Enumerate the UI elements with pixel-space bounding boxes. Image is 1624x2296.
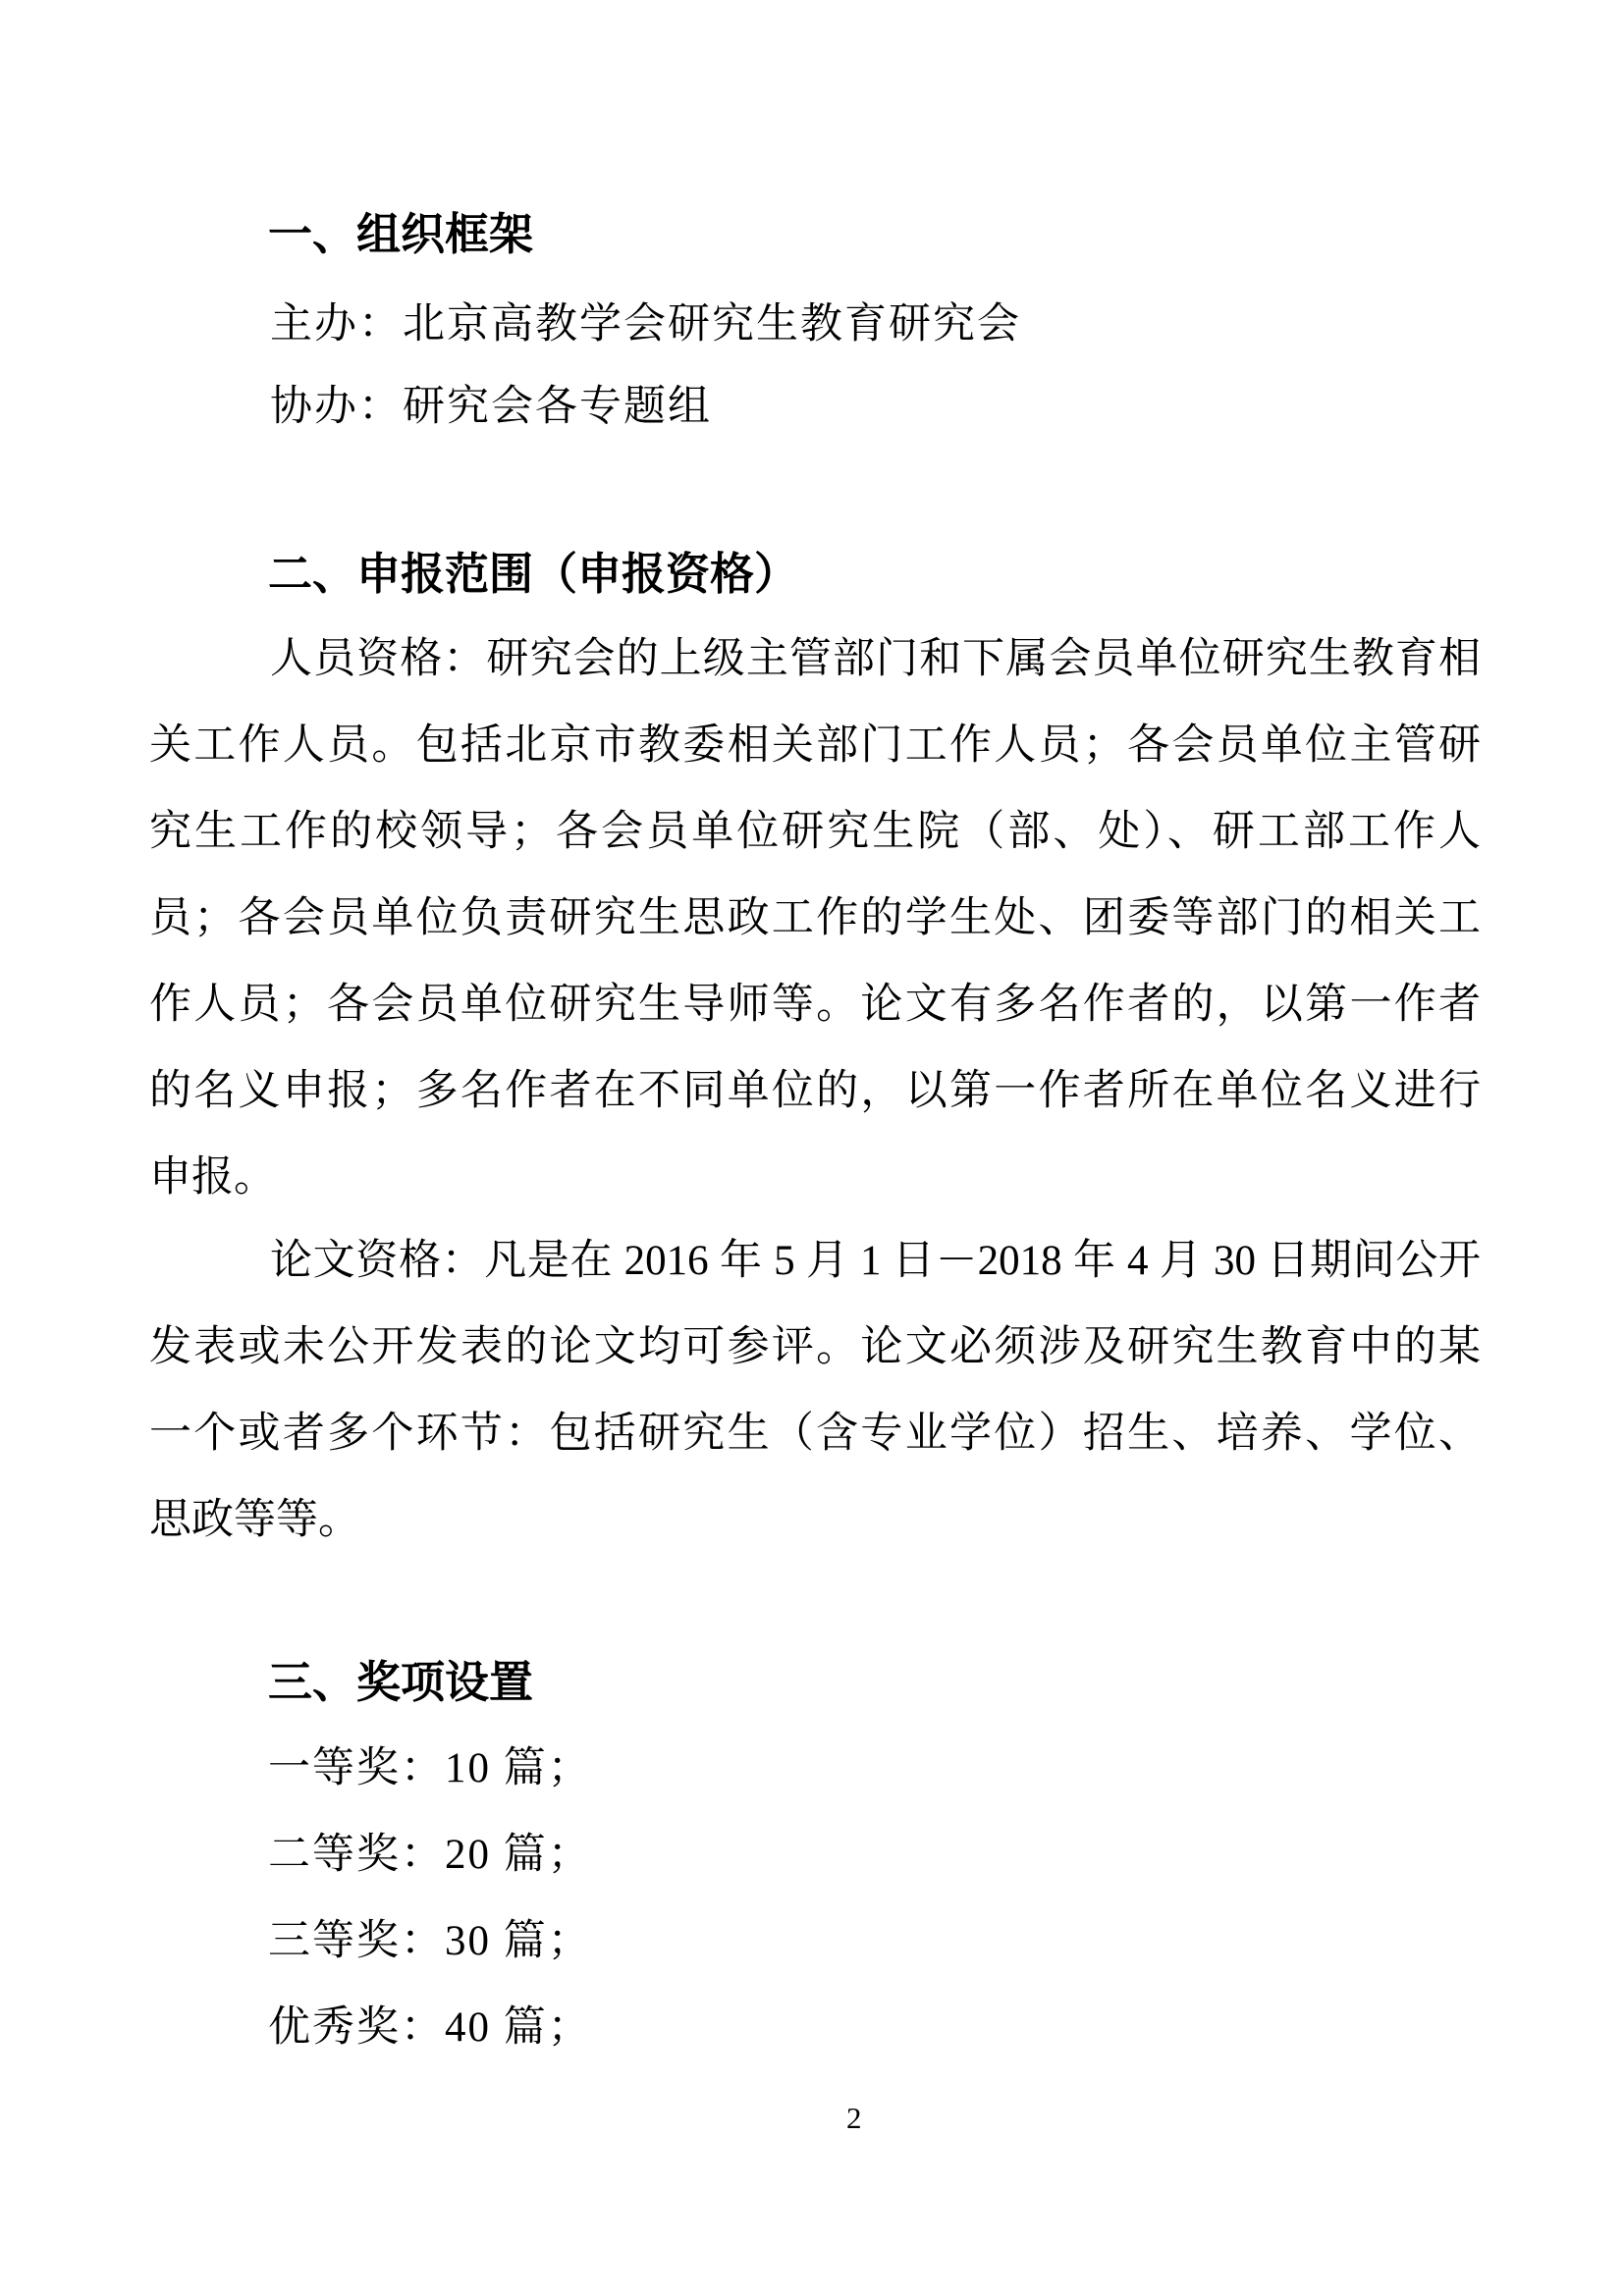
awards-list xyxy=(268,1726,592,2071)
section-1-heading: 一、组织框架 xyxy=(268,209,534,259)
award-first-prize: 一等奖：10 篇； xyxy=(268,1745,592,1791)
paragraph-line: 申报。 xyxy=(149,1154,276,1201)
paragraph-line: 一个或者多个环节：包括研究生（含专业学位）招生、培养、学位、 xyxy=(149,1411,1481,1457)
paragraph-personnel-eligibility xyxy=(149,616,1481,1221)
co-organizer-line: 协办：研究会各专题组 xyxy=(270,384,712,430)
paragraph-line: 人员资格：研究会的上级主管部门和下属会员单位研究生教育相 xyxy=(270,636,1481,682)
award-excellence-prize: 优秀奖：40 篇； xyxy=(268,2004,592,2051)
section-2-heading: 二、申报范围（申报资格） xyxy=(268,549,799,599)
paragraph-line: 究生工作的校领导；各会员单位研究生院（部、处）、研工部工作人 xyxy=(149,809,1481,855)
paragraph-paper-eligibility xyxy=(149,1218,1481,1564)
paragraph-line: 作人员；各会员单位研究生导师等。论文有多名作者的，以第一作者 xyxy=(149,982,1481,1028)
section-3-heading: 三、奖项设置 xyxy=(268,1657,534,1707)
paragraph-line: 关工作人员。包括北京市教委相关部门工作人员；各会员单位主管研 xyxy=(149,722,1481,769)
page-number: 2 xyxy=(846,2101,862,2135)
paragraph-line: 论文资格：凡是在 2016 年 5 月 1 日－2018 年 4 月 30 日期间公开 xyxy=(270,1238,1481,1284)
paragraph-line: 的名义申报；多名作者在不同单位的，以第一作者所在单位名义进行 xyxy=(149,1068,1481,1114)
award-third-prize: 三等奖：30 篇； xyxy=(268,1918,592,1964)
paragraph-line: 思政等等。 xyxy=(149,1497,360,1543)
award-second-prize: 二等奖：20 篇； xyxy=(268,1832,592,1878)
paragraph-line: 员；各会员单位负责研究生思政工作的学生处、团委等部门的相关工 xyxy=(149,895,1481,941)
paragraph-line: 发表或未公开发表的论文均可参评。论文必须涉及研究生教育中的某 xyxy=(149,1324,1481,1370)
organizer-line: 主办：北京高教学会研究生教育研究会 xyxy=(270,301,1021,347)
